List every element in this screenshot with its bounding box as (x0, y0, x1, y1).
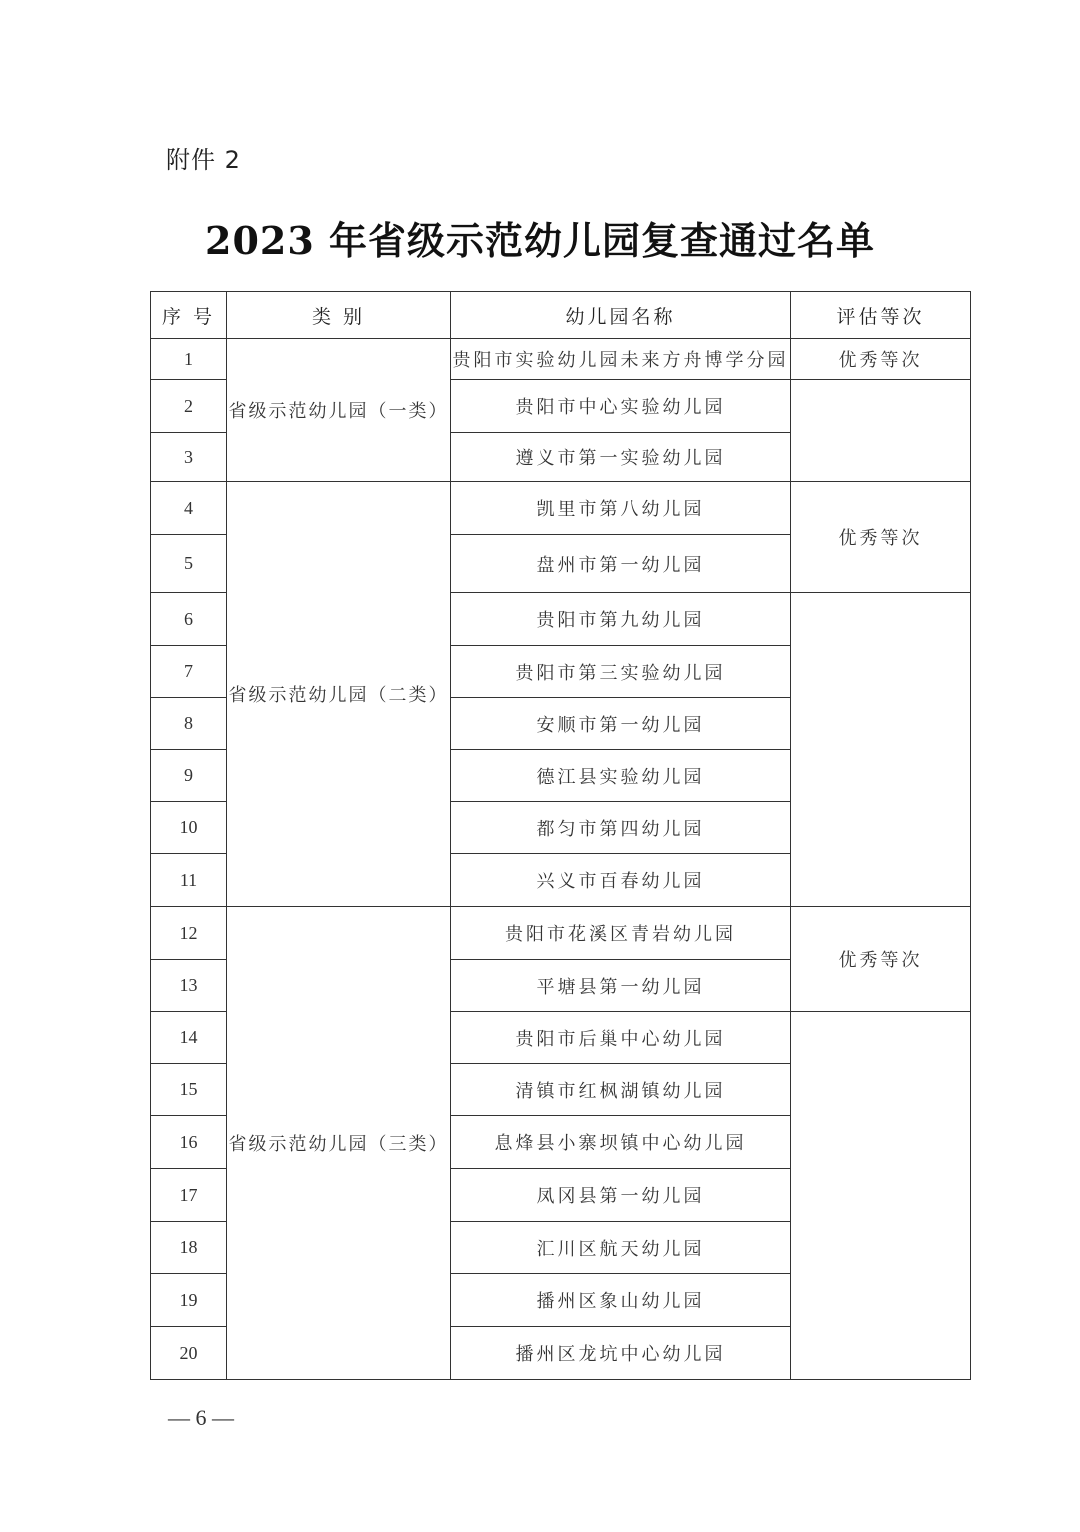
page-number: — 6 — (168, 1405, 234, 1430)
row-number: 10 (151, 802, 227, 854)
header-seq: 序 号 (151, 292, 227, 339)
row-number: 8 (151, 698, 227, 750)
row-number: 16 (151, 1116, 227, 1169)
row-number: 7 (151, 646, 227, 698)
row-number: 12 (151, 907, 227, 960)
header-name: 幼儿园名称 (451, 292, 791, 339)
kindergarten-name: 贵阳市第九幼儿园 (451, 593, 791, 646)
grade-cell: 优秀等次 (791, 339, 971, 380)
attachment-label: 附件 2 (166, 146, 241, 174)
row-number: 11 (151, 854, 227, 907)
kindergarten-name: 盘州市第一幼儿园 (451, 535, 791, 593)
kindergarten-name: 贵阳市第三实验幼儿园 (451, 646, 791, 698)
page-title: 2023 年省级示范幼儿园复查通过名单 (205, 218, 875, 263)
row-number: 2 (151, 380, 227, 433)
row-number: 13 (151, 960, 227, 1012)
row-number: 18 (151, 1222, 227, 1274)
table-row (151, 907, 971, 960)
kindergarten-name: 贵阳市中心实验幼儿园 (451, 380, 791, 433)
kindergarten-name: 贵阳市花溪区青岩幼儿园 (451, 907, 791, 960)
kindergarten-name: 贵阳市实验幼儿园未来方舟博学分园 (451, 339, 791, 380)
kindergarten-name: 凤冈县第一幼儿园 (451, 1169, 791, 1222)
kindergarten-name: 贵阳市后巢中心幼儿园 (451, 1012, 791, 1064)
kindergarten-name: 德江县实验幼儿园 (451, 750, 791, 802)
table-row (151, 482, 971, 535)
kindergarten-name: 汇川区航天幼儿园 (451, 1222, 791, 1274)
kindergarten-name: 兴义市百春幼儿园 (451, 854, 791, 907)
row-number: 15 (151, 1064, 227, 1116)
grade-cell-empty (791, 593, 971, 907)
grade-cell: 优秀等次 (791, 907, 971, 1012)
row-number: 1 (151, 339, 227, 380)
row-number: 3 (151, 433, 227, 482)
table-row (151, 339, 971, 380)
header-category: 类 别 (227, 292, 451, 339)
row-number: 14 (151, 1012, 227, 1064)
table-header-row (151, 292, 971, 339)
category-cell: 省级示范幼儿园（三类） (227, 907, 451, 1380)
grade-cell-empty (791, 380, 971, 482)
kindergarten-name: 清镇市红枫湖镇幼儿园 (451, 1064, 791, 1116)
grade-cell: 优秀等次 (791, 482, 971, 593)
kindergarten-name: 息烽县小寨坝镇中心幼儿园 (451, 1116, 791, 1169)
kindergarten-name: 凯里市第八幼儿园 (451, 482, 791, 535)
row-number: 9 (151, 750, 227, 802)
row-number: 19 (151, 1274, 227, 1327)
kindergarten-name: 遵义市第一实验幼儿园 (451, 433, 791, 482)
header-grade: 评估等次 (791, 292, 971, 339)
kindergarten-name: 平塘县第一幼儿园 (451, 960, 791, 1012)
kindergarten-name: 都匀市第四幼儿园 (451, 802, 791, 854)
row-number: 20 (151, 1327, 227, 1380)
category-cell: 省级示范幼儿园（二类） (227, 482, 451, 907)
row-number: 4 (151, 482, 227, 535)
kindergarten-name: 播州区龙坑中心幼儿园 (451, 1327, 791, 1380)
kindergarten-name: 安顺市第一幼儿园 (451, 698, 791, 750)
grade-cell-empty (791, 1012, 971, 1380)
kindergarten-name: 播州区象山幼儿园 (451, 1274, 791, 1327)
row-number: 5 (151, 535, 227, 593)
category-cell: 省级示范幼儿园（一类） (227, 339, 451, 482)
kindergarten-table (150, 291, 971, 1380)
row-number: 17 (151, 1169, 227, 1222)
row-number: 6 (151, 593, 227, 646)
